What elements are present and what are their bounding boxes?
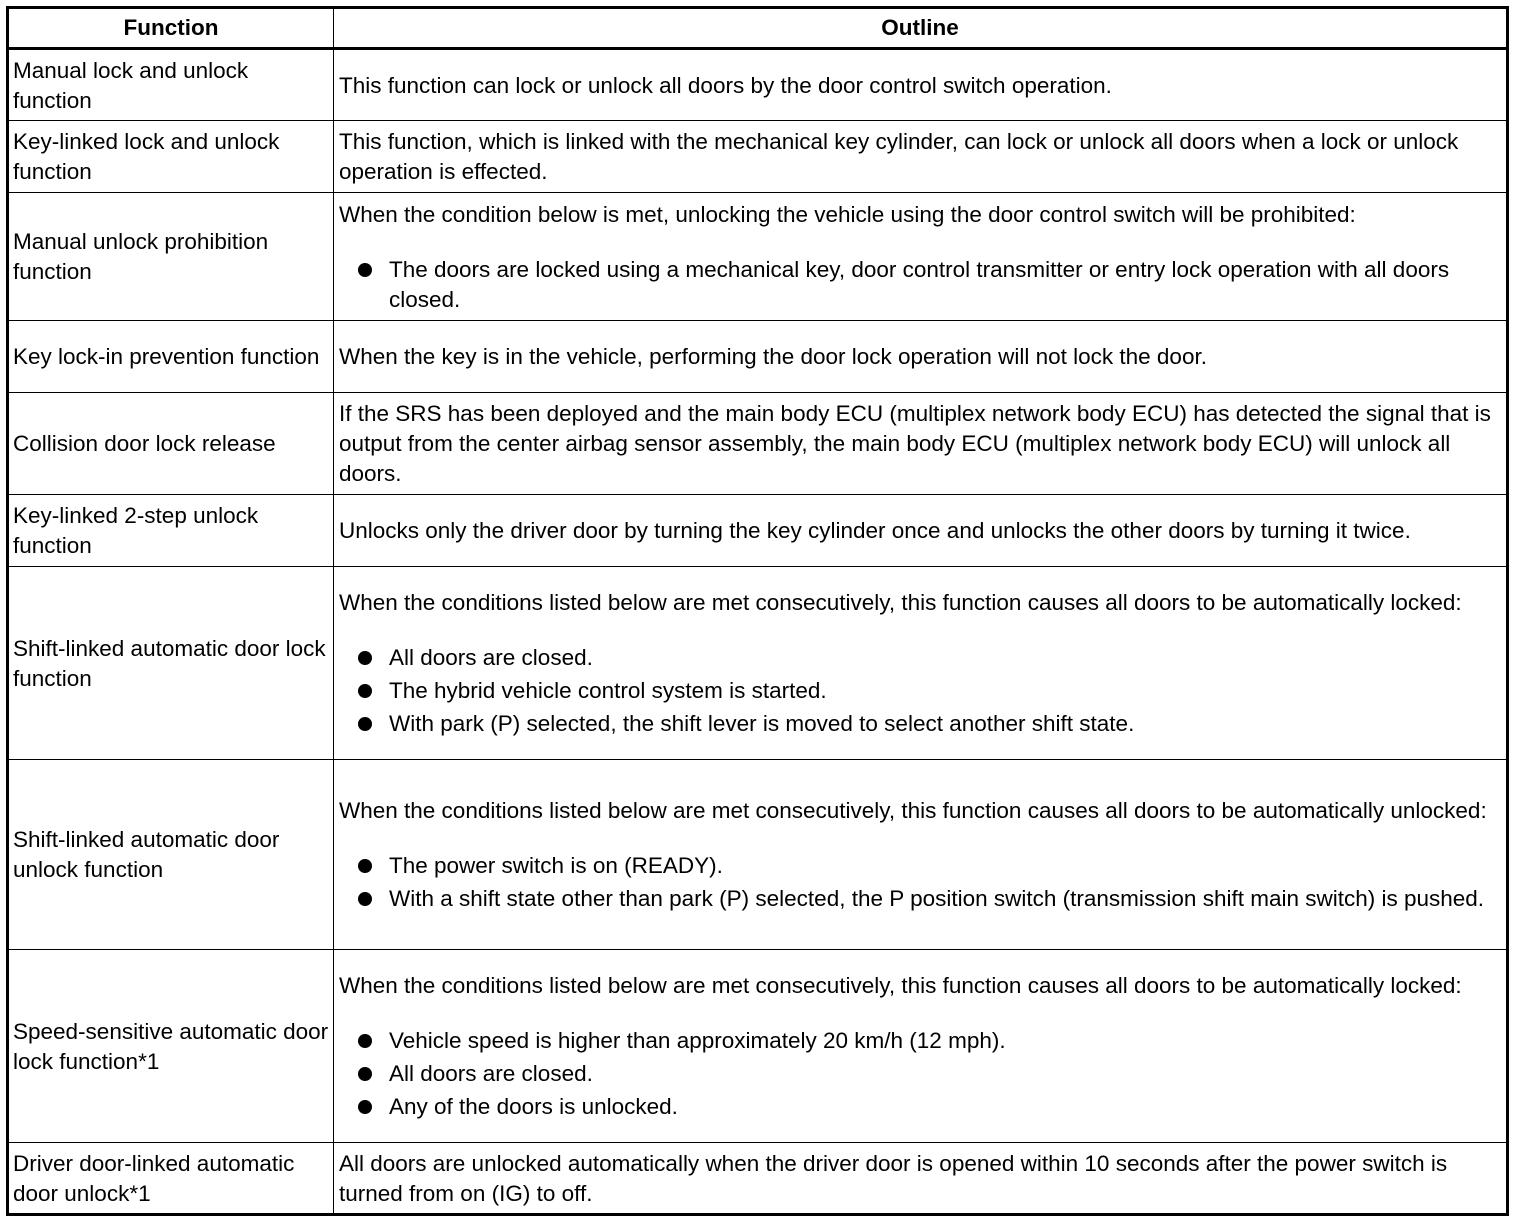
condition-item xyxy=(339,676,1502,706)
outline-cell xyxy=(334,321,1508,393)
outline-text: When the conditions listed below are met consecutively, this function causes all doors to be automatically locked: xyxy=(339,590,1462,615)
function-cell: Manual lock and unlock function xyxy=(8,49,334,121)
function-cell: Collision door lock release xyxy=(8,393,334,495)
function-cell: Key lock-in prevention function xyxy=(8,321,334,393)
function-cell: Manual unlock prohibition function xyxy=(8,193,334,321)
condition-text: The power switch is on (READY). xyxy=(389,853,723,878)
condition-item xyxy=(339,1059,1502,1089)
outline-text: When the conditions listed below are met consecutively, this function causes all doors to be automatically locked: xyxy=(339,973,1462,998)
condition-text: Vehicle speed is higher than approximately 20 km/h (12 mph). xyxy=(389,1028,1006,1053)
table-row xyxy=(8,567,1508,760)
outline-cell xyxy=(334,495,1508,567)
function-cell: Speed-sensitive automatic door lock function*1 xyxy=(8,950,334,1143)
outline-text: Unlocks only the driver door by turning the key cylinder once and unlocks the other doors by turning it twice. xyxy=(339,518,1411,543)
table-row xyxy=(8,121,1508,193)
outline-cell xyxy=(334,193,1508,321)
bullet-icon xyxy=(358,1067,372,1081)
condition-text: Any of the doors is unlocked. xyxy=(389,1094,678,1119)
table-row xyxy=(8,193,1508,321)
table-row xyxy=(8,321,1508,393)
condition-text: With park (P) selected, the shift lever is moved to select another shift state. xyxy=(389,711,1135,736)
condition-item xyxy=(339,884,1502,914)
condition-list xyxy=(339,643,1502,739)
bullet-icon xyxy=(358,892,372,906)
bullet-icon xyxy=(358,1100,372,1114)
bullet-icon xyxy=(358,263,372,277)
function-cell: Shift-linked automatic door lock function xyxy=(8,567,334,760)
condition-text: All doors are closed. xyxy=(389,1061,593,1086)
table-row xyxy=(8,760,1508,950)
outline-cell xyxy=(334,567,1508,760)
condition-text: All doors are closed. xyxy=(389,645,593,670)
outline-text: When the key is in the vehicle, performing the door lock operation will not lock the door. xyxy=(339,344,1207,369)
condition-list xyxy=(339,255,1502,315)
outline-cell xyxy=(334,1143,1508,1215)
condition-text: The hybrid vehicle control system is started. xyxy=(389,678,827,703)
condition-item xyxy=(339,851,1502,881)
table-row xyxy=(8,495,1508,567)
bullet-icon xyxy=(358,684,372,698)
header-function: Function xyxy=(8,8,334,49)
bullet-icon xyxy=(358,717,372,731)
condition-item xyxy=(339,1026,1502,1056)
table-row xyxy=(8,1143,1508,1215)
table-row xyxy=(8,393,1508,495)
condition-item xyxy=(339,709,1502,739)
condition-list xyxy=(339,1026,1502,1122)
function-cell: Key-linked 2-step unlock function xyxy=(8,495,334,567)
header-outline: Outline xyxy=(334,8,1508,49)
outline-text: This function can lock or unlock all doors by the door control switch operation. xyxy=(339,72,1112,98)
function-cell: Key-linked lock and unlock function xyxy=(8,121,334,193)
outline-text: This function, which is linked with the mechanical key cylinder, can lock or unlock all doors when a lock or unlock operation is effected. xyxy=(339,129,1459,184)
bullet-icon xyxy=(358,651,372,665)
condition-text: With a shift state other than park (P) selected, the P position switch (transmission shift main switch) is pushed. xyxy=(389,886,1485,911)
outline-cell xyxy=(334,49,1508,121)
table-row xyxy=(8,49,1508,121)
bullet-icon xyxy=(358,859,372,873)
outline-text: When the condition below is met, unlocking the vehicle using the door control switch will be prohibited: xyxy=(339,201,1356,227)
function-cell: Driver door-linked automatic door unlock*1 xyxy=(8,1143,334,1215)
condition-item xyxy=(339,1092,1502,1122)
outline-cell xyxy=(334,760,1508,950)
function-cell: Shift-linked automatic door unlock function xyxy=(8,760,334,950)
outline-text: All doors are unlocked automatically when the driver door is opened within 10 seconds after the power switch is turned from on (IG) to off. xyxy=(339,1150,1448,1206)
outline-text: When the conditions listed below are met consecutively, this function causes all doors to be automatically unlocked: xyxy=(339,798,1487,823)
outline-text: If the SRS has been deployed and the main body ECU (multiplex network body ECU) has detected the signal that is output from the center airbag sensor assembly, the main body ECU (multiplex network body ECU) will unlock all doors. xyxy=(339,401,1491,486)
function-outline-table xyxy=(6,6,1509,1216)
condition-item xyxy=(339,643,1502,673)
table-header xyxy=(8,8,1508,49)
bullet-icon xyxy=(358,1034,372,1048)
condition-list xyxy=(339,851,1502,914)
outline-cell xyxy=(334,950,1508,1143)
condition-item xyxy=(339,255,1502,315)
header-row xyxy=(8,8,1508,49)
outline-cell xyxy=(334,121,1508,193)
condition-text: The doors are locked using a mechanical key, door control transmitter or entry lock operation with all doors closed. xyxy=(389,256,1450,312)
table-row xyxy=(8,950,1508,1143)
table-body xyxy=(8,49,1508,1215)
outline-cell xyxy=(334,393,1508,495)
